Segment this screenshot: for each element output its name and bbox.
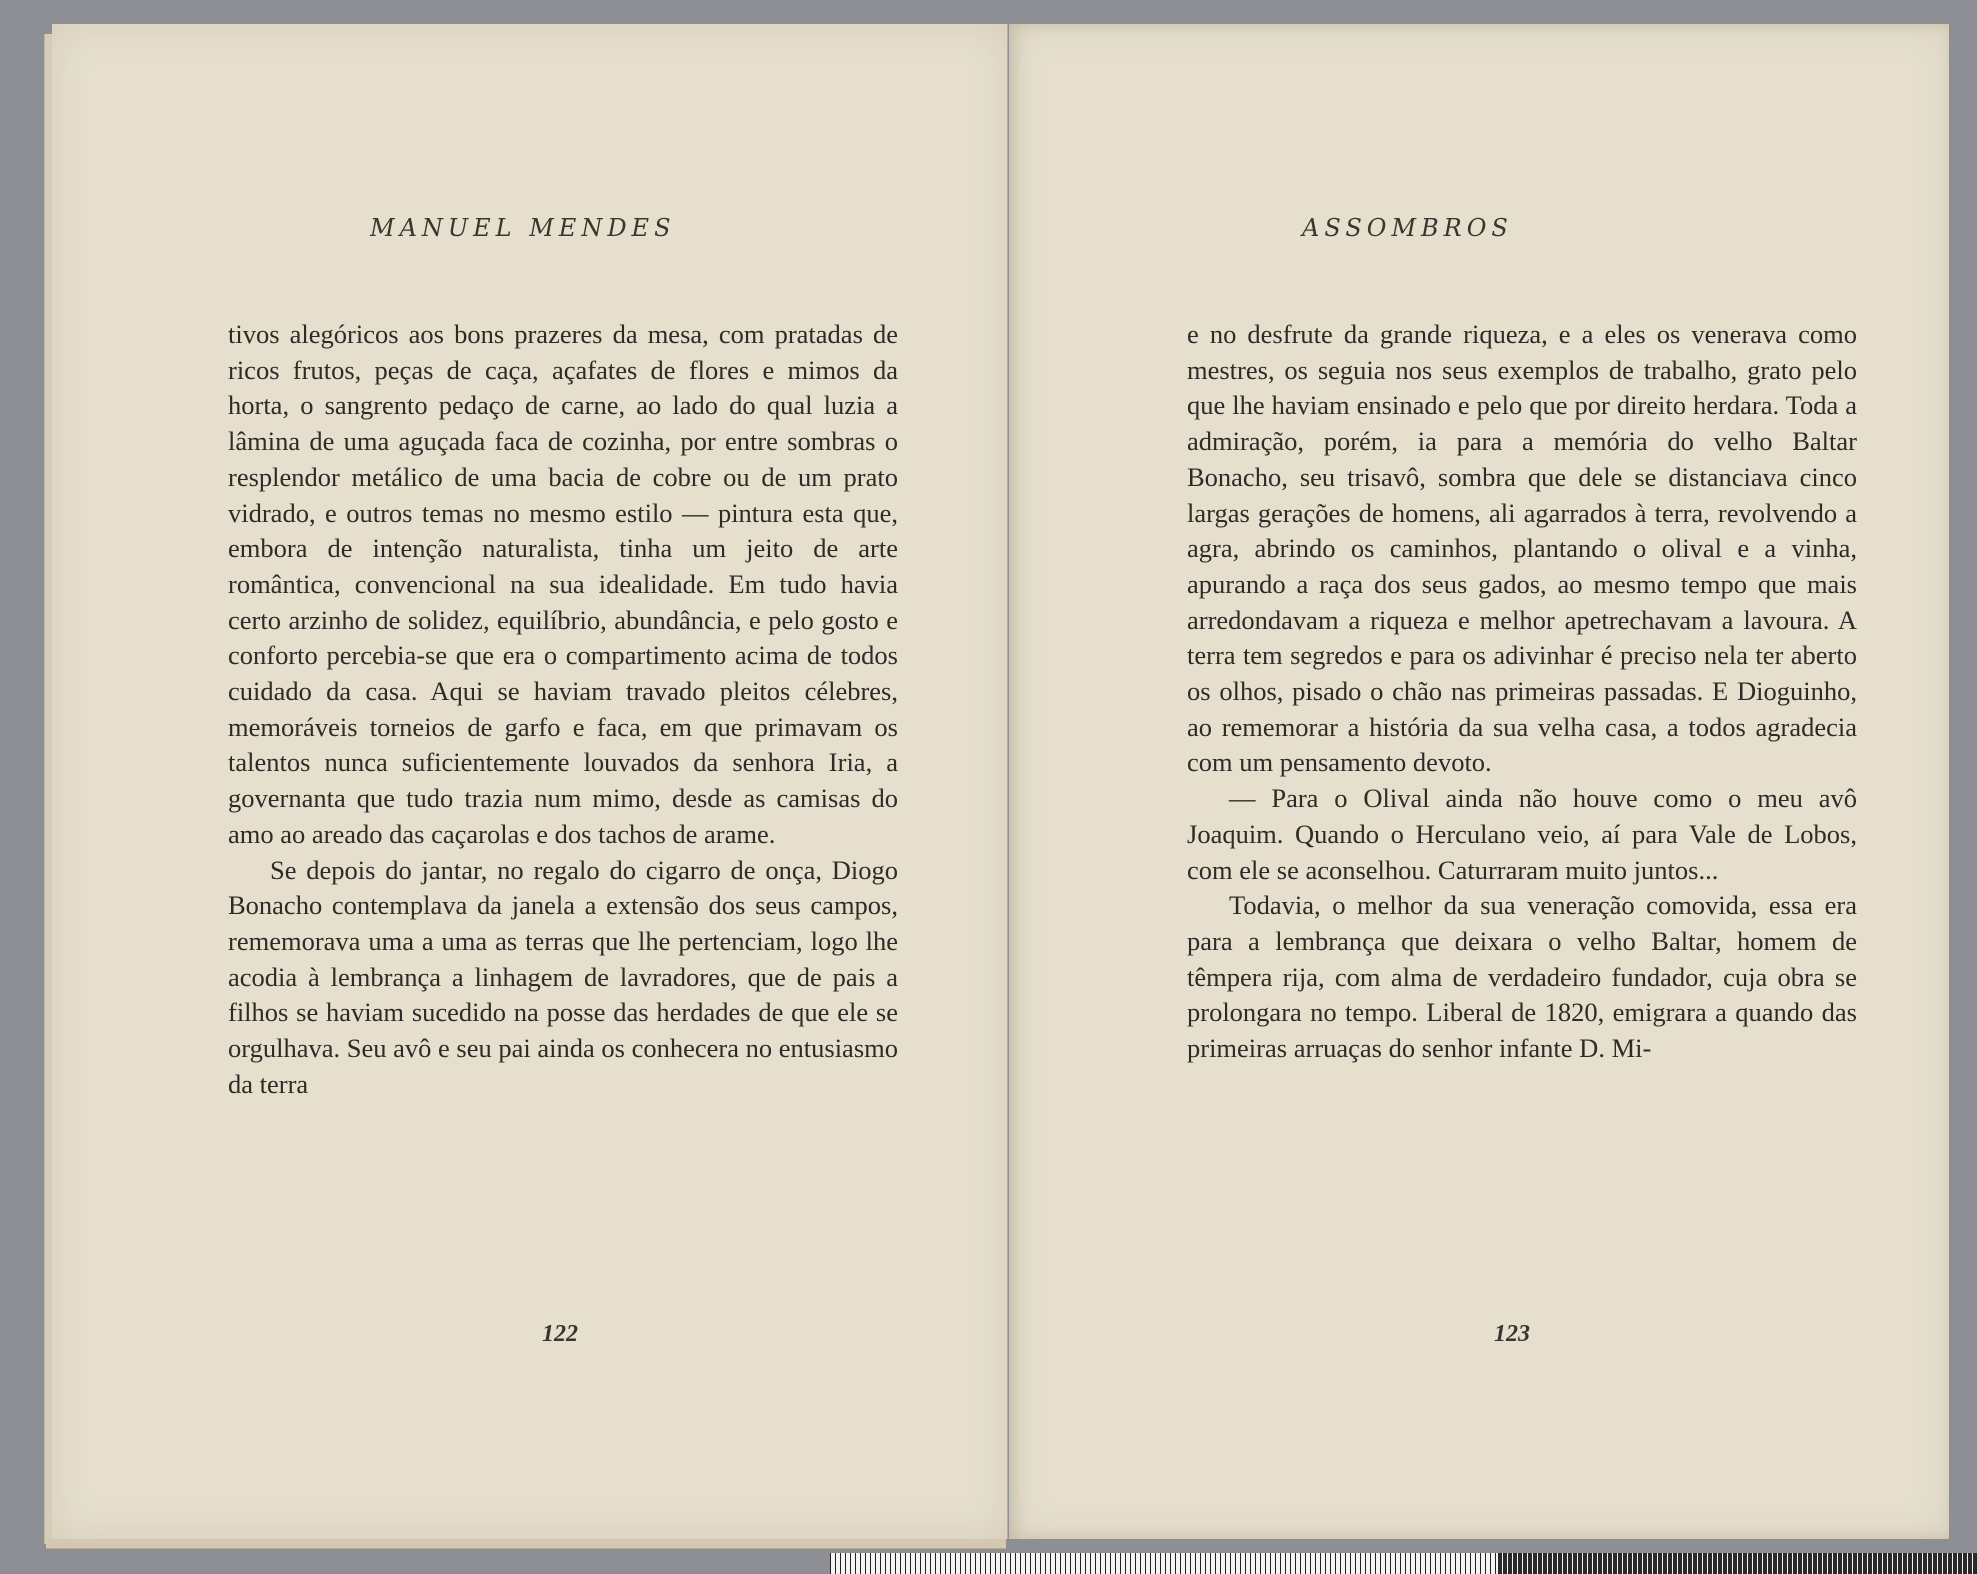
paragraph: tivos alegóricos aos bons prazeres da mesa, com pratadas de ricos frutos, peças de caça, açafates de flores e mimos da horta, o sangrento pedaço de carne, ao lado do qual luzia a lâmina de uma aguçada faca de cozinha, por entre sombras o resplendor metálico de uma bacia de cobre ou de um prato vidrado, e outros temas no mesmo estilo — pintura esta que, embora de intenção naturalista, tinha um jeito de arte romântica, convencional na sua idealidade. Em tudo havia certo arzinho de solidez, equilíbrio, abundância, e pelo gosto e conforto percebia-se que era o compartimento acima de todos cuidado da casa. Aqui se haviam travado pleitos célebres, memoráveis torneios de garfo e faca, em que primavam os talentos nunca suficientemente louvados da senhora Iria, a governanta que tudo trazia num mimo, desde as camisas do amo ao areado das caçarolas e dos tachos de arame. [228, 319, 898, 849]
right-page [1009, 24, 1949, 1539]
right-page-body [1187, 317, 1857, 1067]
left-page-body [228, 317, 898, 1102]
page-number: 123 [1494, 1321, 1530, 1347]
running-head-title: ASSOMBROS [1302, 214, 1513, 242]
paragraph: e no desfrute da grande riqueza, e a eles os venerava como mestres, os seguia nos seus exemplos de trabalho, grato pelo que lhe haviam ensinado e pelo que por direito herdara. Toda a admiração, porém, ia para a memória do velho Baltar Bonacho, seu trisavô, sombra que dele se distanciava cinco largas gerações de homens, ali agarrados à terra, revolvendo a agra, abrindo os caminhos, plantando o olival e a vinha, apurando a raça dos seus gados, ao mesmo tempo que mais arredondavam a riqueza e melhor apetrechavam a lavoura. A terra tem segredos e para os adivinhar é preciso nela ter aberto os olhos, pisado o chão nas primeiras passadas. E Dioguinho, ao rememorar a história da sua velha casa, a todos agradecia com um pensamento devoto. [1187, 319, 1857, 778]
page-edge-bottom [46, 1539, 1006, 1549]
paragraph: Se depois do jantar, no regalo do cigarro de onça, Diogo Bonacho contemplava da janela a extensão dos seus campos, rememorava uma a uma as terras que lhe pertenciam, logo lhe acodia à lembrança a linhagem de lavradores, que de pais a filhos se haviam sucedido na posse das herdades de que ele se orgulhava. Seu avô e seu pai ainda os conhecera no entusiasmo da terra [228, 854, 898, 1099]
book-spread [52, 24, 1949, 1539]
running-head-author: MANUEL MENDES [370, 214, 676, 242]
left-page [52, 24, 1008, 1539]
page-number: 122 [542, 1321, 578, 1347]
paragraph: — Para o Olival ainda não houve como o meu avô Joaquim. Quando o Herculano veio, aí para Vale de Lobos, com ele se aconselhou. Caturraram muito juntos... [1187, 783, 1857, 885]
scale-ruler-dark-segment [1497, 1553, 1977, 1574]
paragraph: Todavia, o melhor da sua veneração comovida, essa era para a lembrança que deixara o velho Baltar, homem de têmpera rija, com alma de verdadeiro fundador, cuja obra se prolongara no tempo. Liberal de 1820, emigrara a quando das primeiras arruaças do senhor infante D. Mi- [1187, 890, 1857, 1064]
